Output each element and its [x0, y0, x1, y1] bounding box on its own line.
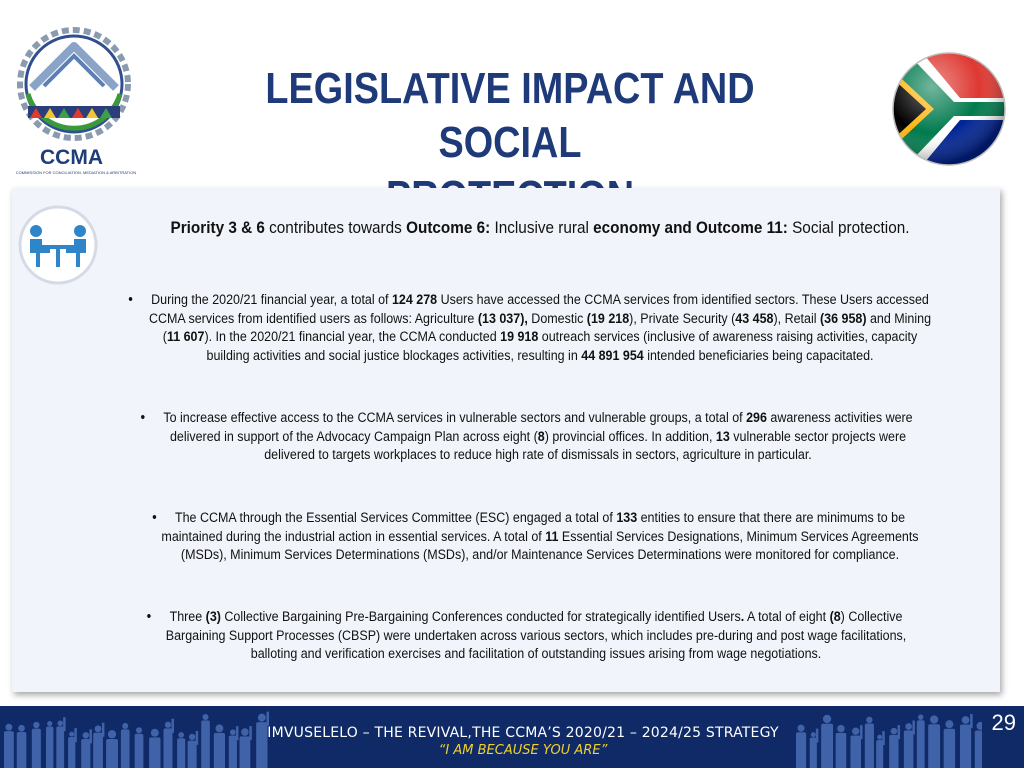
page-number: 29: [991, 710, 1016, 735]
text-run: A total of eight: [744, 609, 830, 625]
bold-figure: 11: [545, 528, 559, 545]
text-run: ), Retail: [773, 310, 820, 327]
lead-part-5: economy and Outcome 11:: [593, 218, 788, 237]
lead-statement: [144, 218, 936, 238]
bullet-item-1: [100, 291, 980, 365]
bold-figure: (8: [829, 609, 841, 625]
lead-part-4: Inclusive rural: [490, 218, 594, 237]
footer-strategy-title: IMVUSELELO – THE REVIVAL,THE CCMA’S 2020/21 – 2024/25 STRATEGY: [267, 725, 779, 741]
bullet-line: [100, 347, 980, 366]
text-run: ) Collective: [840, 609, 903, 625]
bold-figure: 11 607: [166, 329, 205, 346]
bullet-line: [96, 608, 976, 627]
bold-figure: (3): [205, 609, 221, 625]
title-line-1: LEGISLATIVE IMPACT AND SOCIAL: [265, 64, 755, 167]
bullet-line: [98, 428, 978, 447]
bullet-line: [100, 328, 980, 347]
bullet-line: [100, 509, 980, 528]
bullet-line: [98, 446, 978, 465]
text-run: delivered to targets workplaces to reduce high rate of dismissals in sectors, agriculture in particular.: [264, 447, 812, 464]
text-run: vulnerable sector projects were: [729, 428, 907, 445]
bold-figure: 133: [616, 510, 638, 526]
logo-text: CCMA: [40, 146, 103, 169]
bullet-item-2: [98, 409, 978, 465]
bullet-dot: •: [152, 509, 157, 526]
text-run: (: [162, 329, 167, 346]
south-africa-flag-icon: [890, 50, 1008, 168]
text-run: Bargaining Support Processes (CBSP) were undertaken across various sectors, which includes pre-during and post wage facilitations,: [165, 627, 907, 644]
bold-figure: 296: [746, 410, 767, 426]
lead-part-3: Outcome 6:: [406, 218, 491, 237]
bold-figure: (13 037),: [477, 310, 528, 327]
bullet-line: [98, 409, 978, 428]
text-run: entities to ensure that there are minimums to be: [637, 510, 906, 526]
person-silhouette: [917, 714, 925, 768]
text-run: CCMA services from identified users as follows: Agriculture: [148, 310, 478, 327]
bold-figure: 8: [537, 428, 545, 445]
bullet-line: [96, 645, 976, 664]
bold-figure: 13: [715, 428, 730, 445]
bullet-line: [100, 291, 980, 310]
text-run: and Mining: [866, 310, 932, 327]
bold-figure: (36 958): [819, 310, 867, 327]
bullet-line: [96, 627, 976, 646]
logo-subtext: COMMISSION FOR CONCILIATION, MEDIATION & ARBITRATION: [15, 170, 137, 175]
text-run: outreach services (inclusive of awareness raising activities, capacity: [538, 329, 918, 346]
bullet-line: [100, 310, 980, 329]
text-run: Domestic: [527, 310, 587, 327]
text-run: delivered in support of the Advocacy Campaign Plan across eight (: [169, 428, 538, 445]
text-run: Users have accessed the CCMA services from identified sectors. These Users accessed: [437, 292, 929, 308]
lead-part-1: Priority 3 & 6: [170, 218, 265, 237]
text-run: The CCMA through the Essential Services Committee (ESC) engaged a total of: [174, 510, 617, 526]
bullet-item-3: [100, 509, 980, 565]
person-silhouette: [821, 715, 833, 768]
bold-figure: 19 918: [500, 329, 539, 346]
text-run: During the 2020/21 financial year, a total of: [151, 292, 392, 308]
bullet-dot: •: [140, 409, 146, 426]
lead-part-2: contributes towards: [264, 218, 407, 237]
text-run: intended beneficiaries being capacitated.: [643, 347, 874, 364]
text-run: Collective Bargaining Pre-Bargaining Conferences conducted for strategically identified Users: [220, 609, 741, 625]
footer-quote: “I AM BECAUSE YOU ARE”: [438, 743, 608, 758]
bold-figure: 44 891 954: [581, 347, 644, 364]
bold-figure: (19 218: [586, 310, 630, 327]
text-run: (MSDs), Minimum Services Determinations (MSDs), and/or Maintenance Services Determinations were monitored for compliance.: [180, 547, 900, 564]
text-run: Three: [169, 609, 206, 625]
text-run: awareness activities were: [766, 410, 913, 426]
bullet-line: [100, 546, 980, 565]
bullet-dot: •: [146, 608, 152, 625]
bullet-dot: •: [128, 291, 133, 308]
text-run: ), Private Security (: [629, 310, 736, 327]
footer-bar: [0, 706, 1024, 768]
bullet-line: [100, 528, 980, 547]
bold-figure: 43 458: [735, 310, 774, 327]
text-run: Essential Services Designations, Minimum Services Agreements: [558, 528, 919, 545]
bullet-item-4: [96, 608, 976, 664]
text-run: maintained during the industrial action in essential services. A total of: [161, 528, 546, 545]
meeting-icon: [18, 205, 98, 285]
text-run: ) provincial offices. In addition,: [544, 428, 716, 445]
text-run: balloting and verification exercises and facilitation of outstanding issues arising from wage negotiations.: [250, 646, 822, 663]
person-silhouette: [928, 715, 940, 768]
text-run: ). In the 2020/21 financial year, the CCMA conducted: [204, 329, 501, 346]
bold-figure: 124 278: [391, 292, 438, 308]
text-run: To increase effective access to the CCMA services in vulnerable sectors and vulnerable groups, a total of: [163, 410, 747, 426]
text-run: building activities and social justice blockages activities, resulting in: [206, 347, 582, 364]
bold-figure: .: [740, 609, 745, 625]
lead-part-6: Social protection.: [787, 218, 910, 237]
